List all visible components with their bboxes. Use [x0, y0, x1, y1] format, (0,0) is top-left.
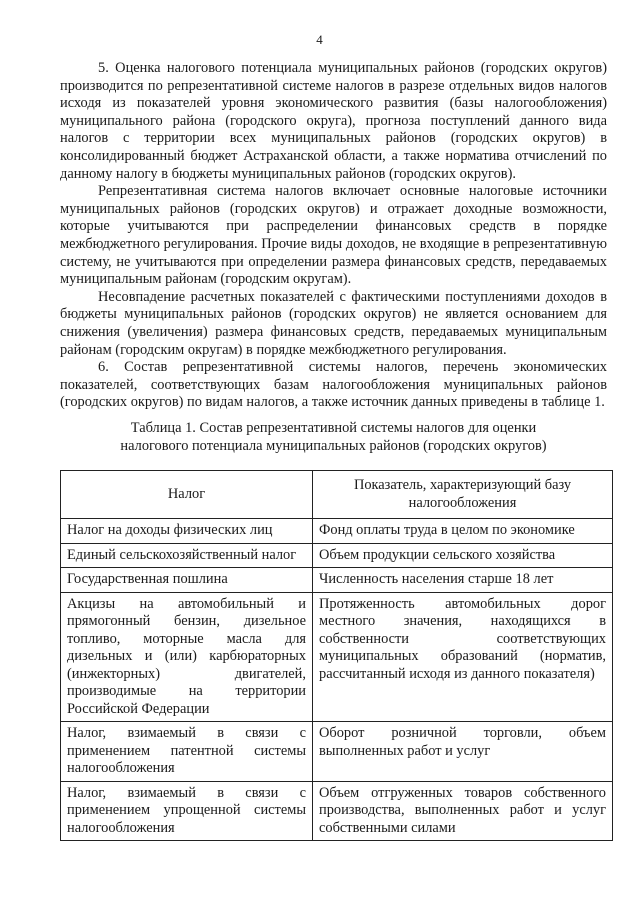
cell-indicator: Протяженность автомобильных дорог местного значения, находящихся в собственности соответствующих муниципальных образований (норматив, рассчитанный исходя из данного показателя) — [313, 592, 613, 722]
cell-indicator: Численность населения старше 18 лет — [313, 568, 613, 593]
table-caption-line-1: Таблица 1. Состав репрезентативной системы налогов для оценки — [130, 420, 537, 436]
paragraph-5: 5. Оценка налогового потенциала муниципальных районов (городских округов) производится по репрезентативной системе налогов в разрезе отдельных видов налогов исходя из показателей уровня экономического развития (базы налогообложения) муниципального района (городского округа), прогноза поступлений данного вида налогов с территории всех муниципальных районов (городских округов) в консолидированный бюджет Астраханской области, а также норматива отчислений по данному налогу в бюджеты муниципальных районов (городских округов). — [60, 60, 607, 182]
table-row — [61, 519, 613, 544]
header-tax: Налог — [61, 471, 313, 519]
paragraph-mismatch: Несовпадение расчетных показателей с фактическими поступлениями доходов в бюджеты муниципальных районов (городских округов) не является основанием для снижения (увеличения) размера финансовых средств, передаваемых муниципальным районам (городским округам) в порядке межбюджетного регулирования. — [60, 288, 607, 358]
cell-tax: Акцизы на автомобильный и прямогонный бензин, дизельное топливо, моторные масла для дизельных и (или) карбюраторных (инжекторных) двигателей, производимые на территории Российской Федерации — [61, 592, 313, 722]
table-row — [61, 568, 613, 593]
page-number: 4 — [316, 32, 323, 47]
table-row — [61, 781, 613, 841]
cell-indicator: Оборот розничной торговли, объем выполненных работ и услуг — [313, 722, 613, 782]
cell-tax: Налог, взимаемый в связи с применением упрощенной системы налогообложения — [61, 781, 313, 841]
cell-indicator: Объем продукции сельского хозяйства — [313, 543, 613, 568]
cell-indicator: Фонд оплаты труда в целом по экономике — [313, 519, 613, 544]
cell-tax: Государственная пошлина — [61, 568, 313, 593]
cell-tax: Налог, взимаемый в связи с применением патентной системы налогообложения — [61, 722, 313, 782]
paragraph-representative-system: Репрезентативная система налогов включает основные налоговые источники муниципальных районов (городских округов) и отражает доходные возможности, которые учитываются при распределении финансовых средств в порядке межбюджетного регулирования. Прочие виды доходов, не входящие в репрезентативную систему, не учитываются при определении размера финансовых средств, передаваемых муниципальным районам (городским округам). — [60, 183, 607, 288]
header-indicator: Показатель, характеризующий базу налогообложения — [313, 471, 613, 519]
cell-tax: Налог на доходы физических лиц — [61, 519, 313, 544]
table-caption-line-2: налогового потенциала муниципальных районов (городских округов) — [120, 437, 547, 454]
table-row — [61, 722, 613, 782]
cell-indicator: Объем отгруженных товаров собственного производства, выполненных работ и услуг собственными силами — [313, 781, 613, 841]
body-text — [60, 60, 607, 412]
table-header-row — [61, 471, 613, 519]
cell-tax: Единый сельскохозяйственный налог — [61, 543, 313, 568]
paragraph-6: 6. Состав репрезентативной системы налогов, перечень экономических показателей, соответствующих базам налогообложения муниципальных районов (городских округов) по видам налогов, а также источник данных приведены в таблице 1. — [60, 359, 607, 411]
table-row — [61, 543, 613, 568]
table-row — [61, 592, 613, 722]
table-caption — [60, 420, 607, 455]
tax-table — [60, 470, 613, 841]
